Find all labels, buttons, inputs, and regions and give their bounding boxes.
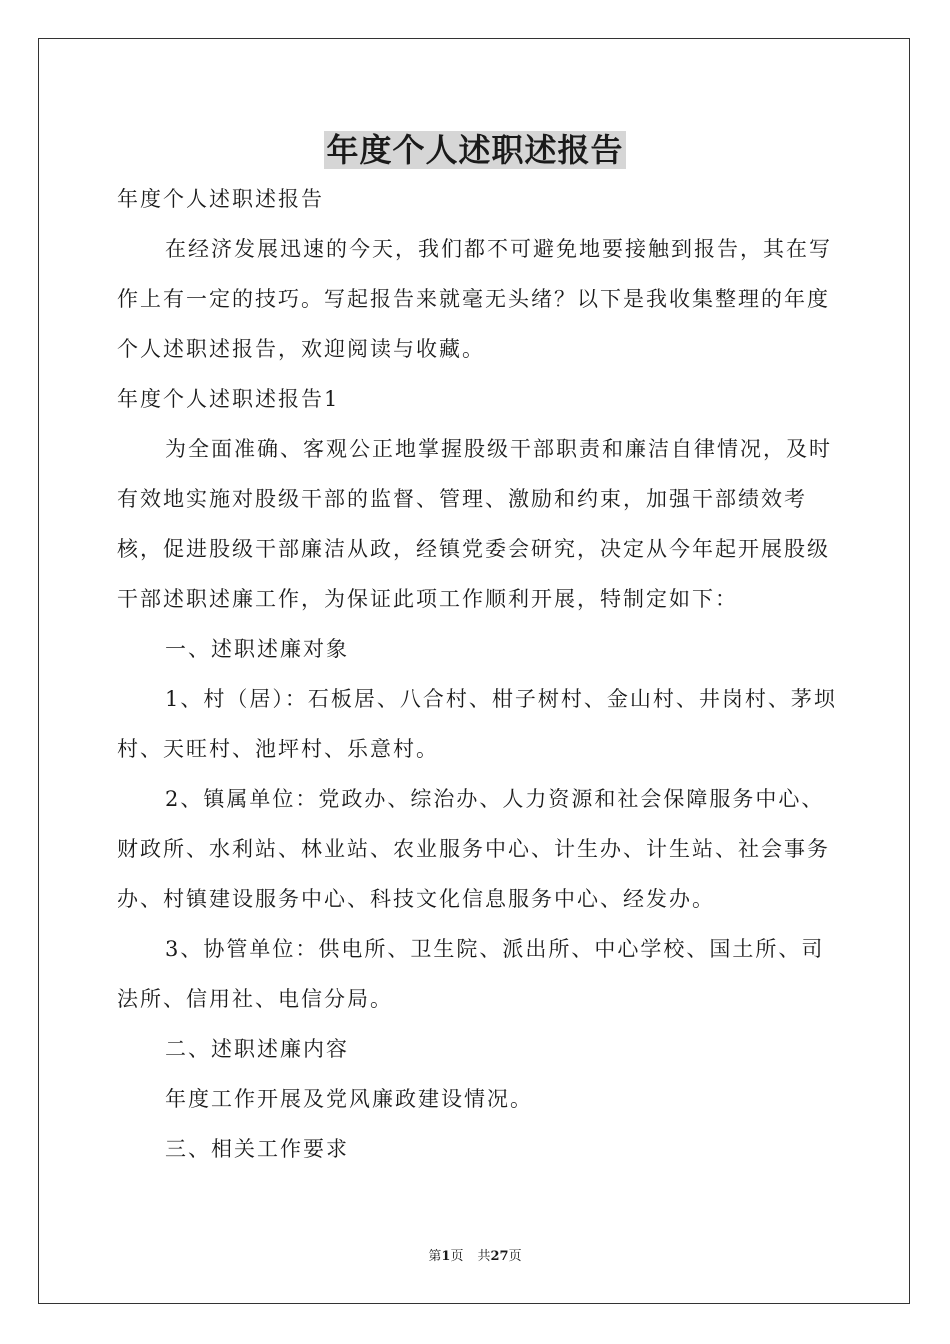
document-body: [117, 174, 837, 1174]
body-paragraph: 年度工作开展及党风廉政建设情况。: [165, 1087, 533, 1111]
list-item: 2、镇属单位：党政办、综治办、人力资源和社会保障服务中心、财政所、水利站、林业站、农业服务中心、计生办、计生站、社会事务办、村镇建设服务中心、科技文化信息服务中心、经发办。: [117, 787, 830, 911]
total-suffix: 页: [508, 1249, 522, 1264]
section-heading: 年度个人述职述报告1: [117, 387, 340, 411]
document-title-text: 年度个人述职述报告: [326, 131, 624, 169]
list-item: 3、协管单位：供电所、卫生院、派出所、中心学校、国土所、司法所、信用社、电信分局。: [117, 937, 825, 1011]
list-item: 1、村（居）：石板居、八合村、柑子树村、金山村、井岗村、茅坝村、天旺村、池坪村、乐意村。: [117, 687, 837, 761]
page-number: 1: [441, 1249, 451, 1264]
list-heading: 三、相关工作要求: [165, 1137, 349, 1161]
subtitle-paragraph: 年度个人述职述报告: [117, 187, 324, 211]
body-paragraph: 为全面准确、客观公正地掌握股级干部职责和廉洁自律情况，及时有效地实施对股级干部的监督、管理、激励和约束，加强干部绩效考核，促进股级干部廉洁从政，经镇党委会研究，决定从今年起开展股级干部述职述廉工作，为保证此项工作顺利开展，特制定如下：: [117, 437, 832, 611]
document-title: [0, 128, 950, 172]
list-heading: 二、述职述廉内容: [165, 1037, 349, 1061]
list-heading: 一、述职述廉对象: [165, 637, 349, 661]
total-pages: 27: [490, 1249, 509, 1264]
page-suffix: 页: [450, 1249, 464, 1264]
page-footer: [0, 1248, 950, 1266]
intro-paragraph: 在经济发展迅速的今天，我们都不可避免地要接触到报告，其在写作上有一定的技巧。写起报告来就毫无头绪？以下是我收集整理的年度个人述职述报告，欢迎阅读与收藏。: [117, 237, 832, 361]
total-prefix: 共: [477, 1249, 491, 1264]
page-prefix: 第: [428, 1249, 442, 1264]
